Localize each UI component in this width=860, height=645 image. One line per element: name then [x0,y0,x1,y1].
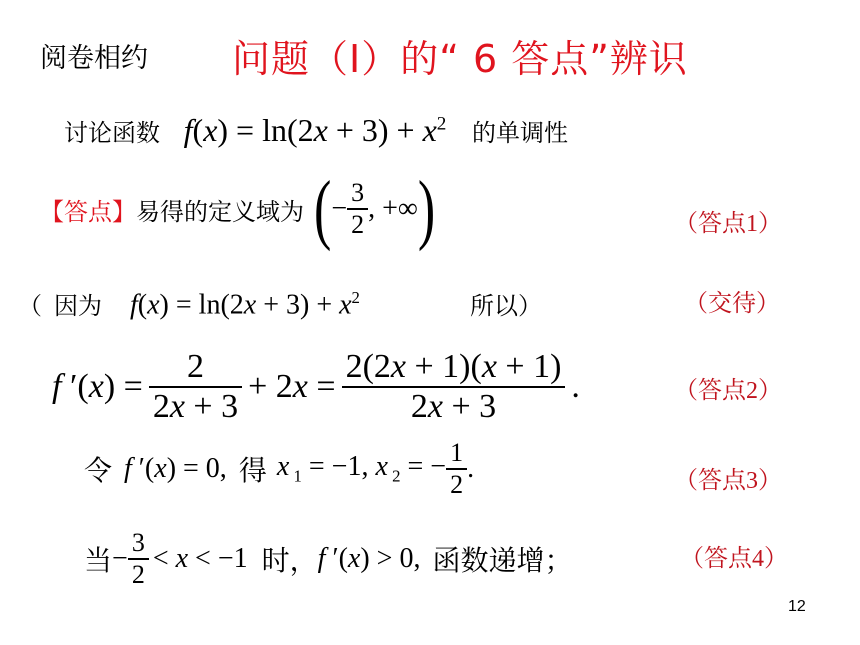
step4-shi: 时， [261,544,318,577]
because-open: （ [18,292,42,320]
derivative-formula: f ′(x) = $\frac{2}{2x + 3}$ + 2x = $\frac{2(2x + 1)(x + 1)}{2x + 3}$ . [52,348,580,425]
note-answer-point-2: （答点2） [674,378,782,404]
step3-de: 得 [238,454,267,487]
function-formula: $f(x) = \ln(2x + 3) + x^2$ [183,112,447,148]
because-label: 因为 [54,292,102,320]
because-formula: $f(x) = \ln(2x + 3) + x^2$ [130,288,360,321]
domain-interval: ( − $\frac{3}{2}$ , +∞ ) [314,166,436,252]
slide-title: 问题（Ⅰ）的“ 6 答点”辨识 [232,37,688,81]
note-answer-point-4: （答点4） [680,546,788,572]
header-left-label: 阅卷相约 [40,43,148,74]
problem-suffix: 的单调性 [472,119,569,147]
step3-ling: 令 [84,454,113,487]
problem-line [64,112,568,149]
step4-dang: 当 [84,544,113,577]
answer-point-label: 【答点】 [40,197,136,226]
note-answer-point-1: （答点1） [674,211,782,237]
step3-line: 令 f ′(x) = 0, 得 x $_1$ = −1, x $_2$ = − $\frac{1}{2}$ . [84,438,475,499]
step4-line: 当 − $\frac{3}{2}$ < x < −1 时， f ′(x) > 0, 函数递增； [84,528,573,589]
step1-line [40,166,436,252]
step1-text: 易得的定义域为 [136,197,304,226]
note-explain: （交待） [684,291,780,317]
note-answer-point-3: （答点3） [674,468,782,494]
page-number: 12 [788,598,806,615]
because-so: 所以） [470,292,542,320]
step4-text: 函数递增； [432,544,573,577]
problem-prefix: 讨论函数 [64,119,160,147]
